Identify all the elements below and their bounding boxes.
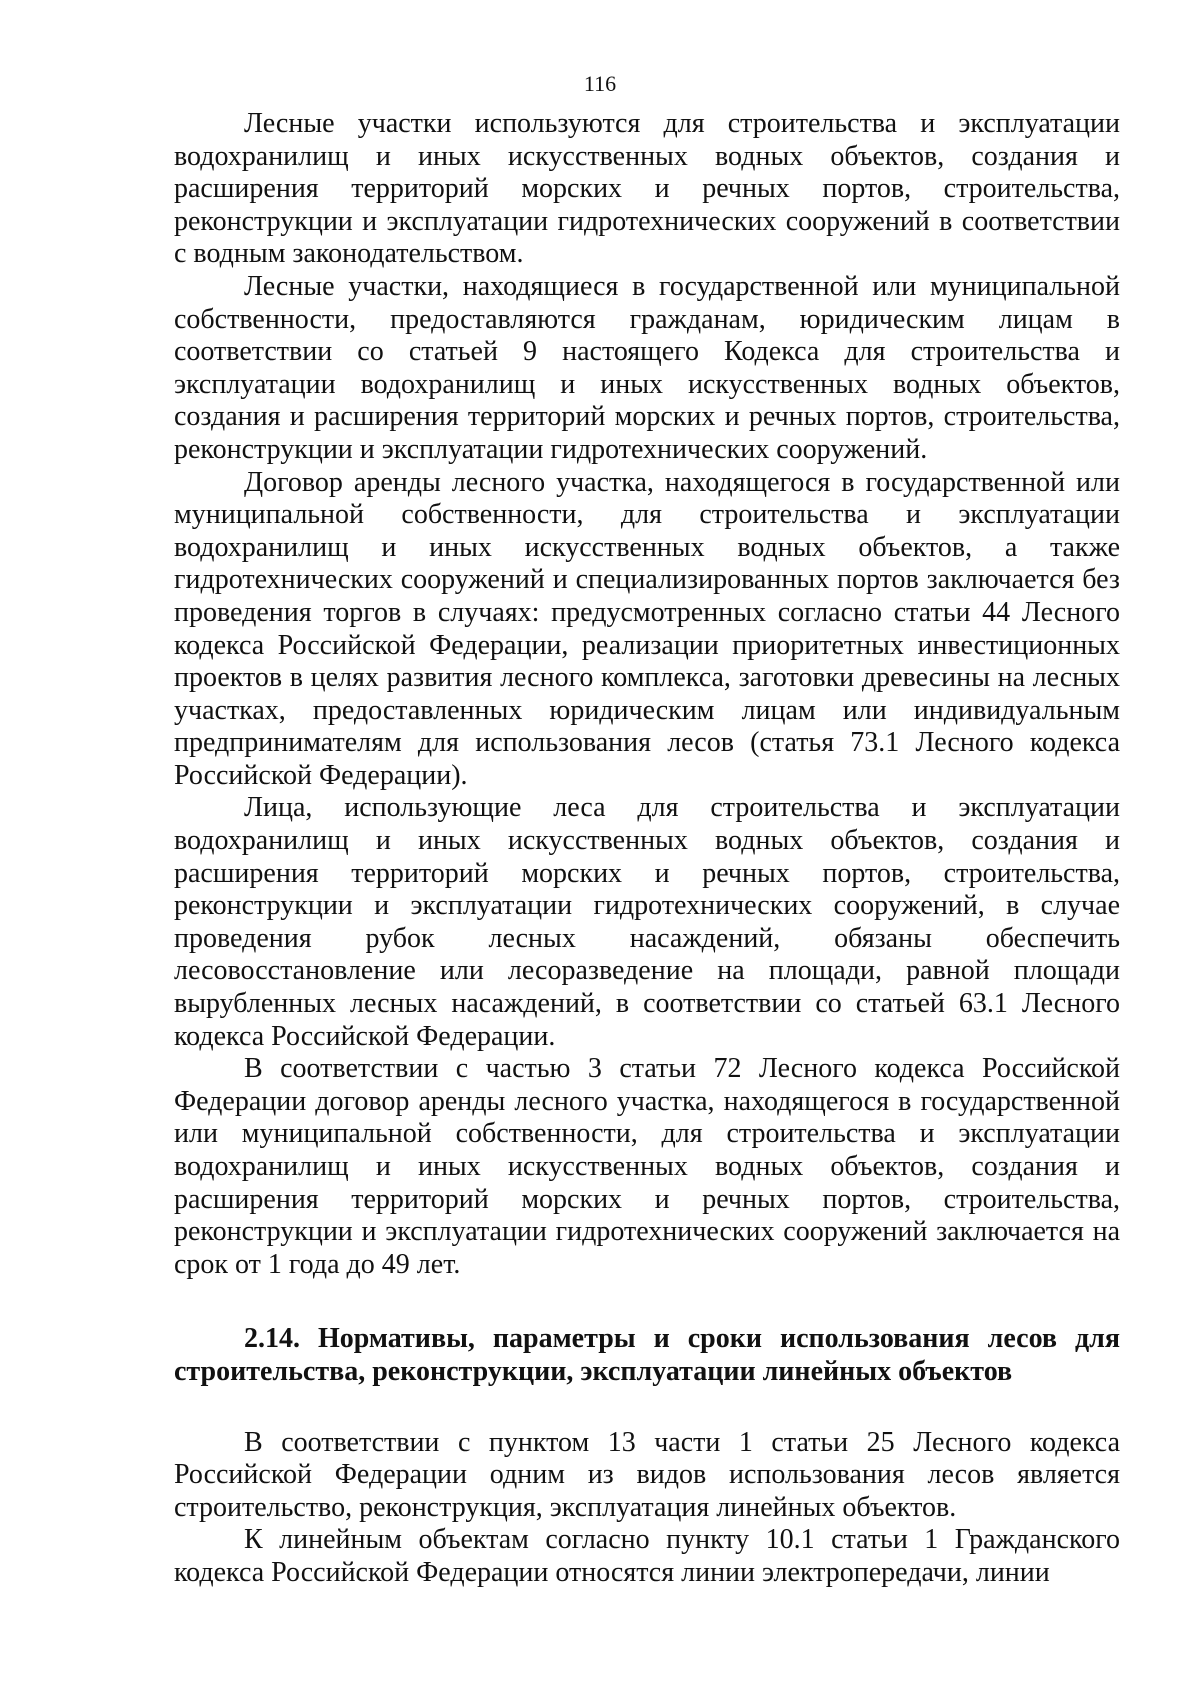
paragraph: Лица, использующие леса для строительства и эксплуатации водохранилищ и иных искусственных водных объектов, создания и расширения территорий морских и речных портов, строительства, реконструкции и эксплуатации гидротехнических сооружений, в случае проведения рубок лесных насаждений, обязаны обеспечить лесовосстановление или лесоразведение на площади, равной площади вырубленных лесных насаждений, в соответствии со статьей 63.1 Лесного кодекса Российской Федерации.	[174, 792, 1120, 1052]
paragraph: Договор аренды лесного участка, находящегося в государственной или муниципальной собственности, для строительства и эксплуатации водохранилищ и иных искусственных водных объектов, а также гидротехнических сооружений и специализированных портов заключается без проведения торгов в случаях: предусмотренных согласно статьи 44 Лесного кодекса Российской Федерации, реализации приоритетных инвестиционных проектов в целях развития лесного комплекса, заготовки древесины на лесных участках, предоставленных юридическим лицам или индивидуальным предпринимателям для использования лесов (статья 73.1 Лесного кодекса Российской Федерации).	[174, 466, 1120, 791]
paragraph: В соответствии с пунктом 13 части 1 статьи 25 Лесного кодекса Российской Федерации одним из видов использования лесов является строительство, реконструкция, эксплуатация линейных объектов.	[174, 1426, 1120, 1523]
section-heading: 2.14. Нормативы, параметры и сроки использования лесов для строительства, реконструкции, эксплуатации линейных объектов	[174, 1323, 1120, 1387]
document-body	[174, 108, 1120, 1590]
paragraph: К линейным объектам согласно пункту 10.1 статьи 1 Гражданского кодекса Российской Федерации относятся линии электропередачи, линии	[174, 1524, 1120, 1588]
paragraph: Лесные участки используются для строительства и эксплуатации водохранилищ и иных искусственных водных объектов, создания и расширения территорий морских и речных портов, строительства, реконструкции и эксплуатации гидротехнических сооружений в соответствии с водным законодательством.	[174, 108, 1120, 270]
paragraph: Лесные участки, находящиеся в государственной или муниципальной собственности, предоставляются гражданам, юридическим лицам в соответствии со статьей 9 настоящего Кодекса для строительства и эксплуатации водохранилищ и иных искусственных водных объектов, создания и расширения территорий морских и речных портов, строительства, реконструкции и эксплуатации гидротехнических сооружений.	[174, 270, 1120, 465]
page-number: 116	[583, 71, 617, 96]
paragraph: В соответствии с частью 3 статьи 72 Лесного кодекса Российской Федерации договор аренды лесного участка, находящегося в государственной или муниципальной собственности, для строительства и эксплуатации водохранилищ и иных искусственных водных объектов, создания и расширения территорий морских и речных портов, строительства, реконструкции и эксплуатации гидротехнических сооружений заключается на срок от 1 года до 49 лет.	[174, 1053, 1120, 1280]
